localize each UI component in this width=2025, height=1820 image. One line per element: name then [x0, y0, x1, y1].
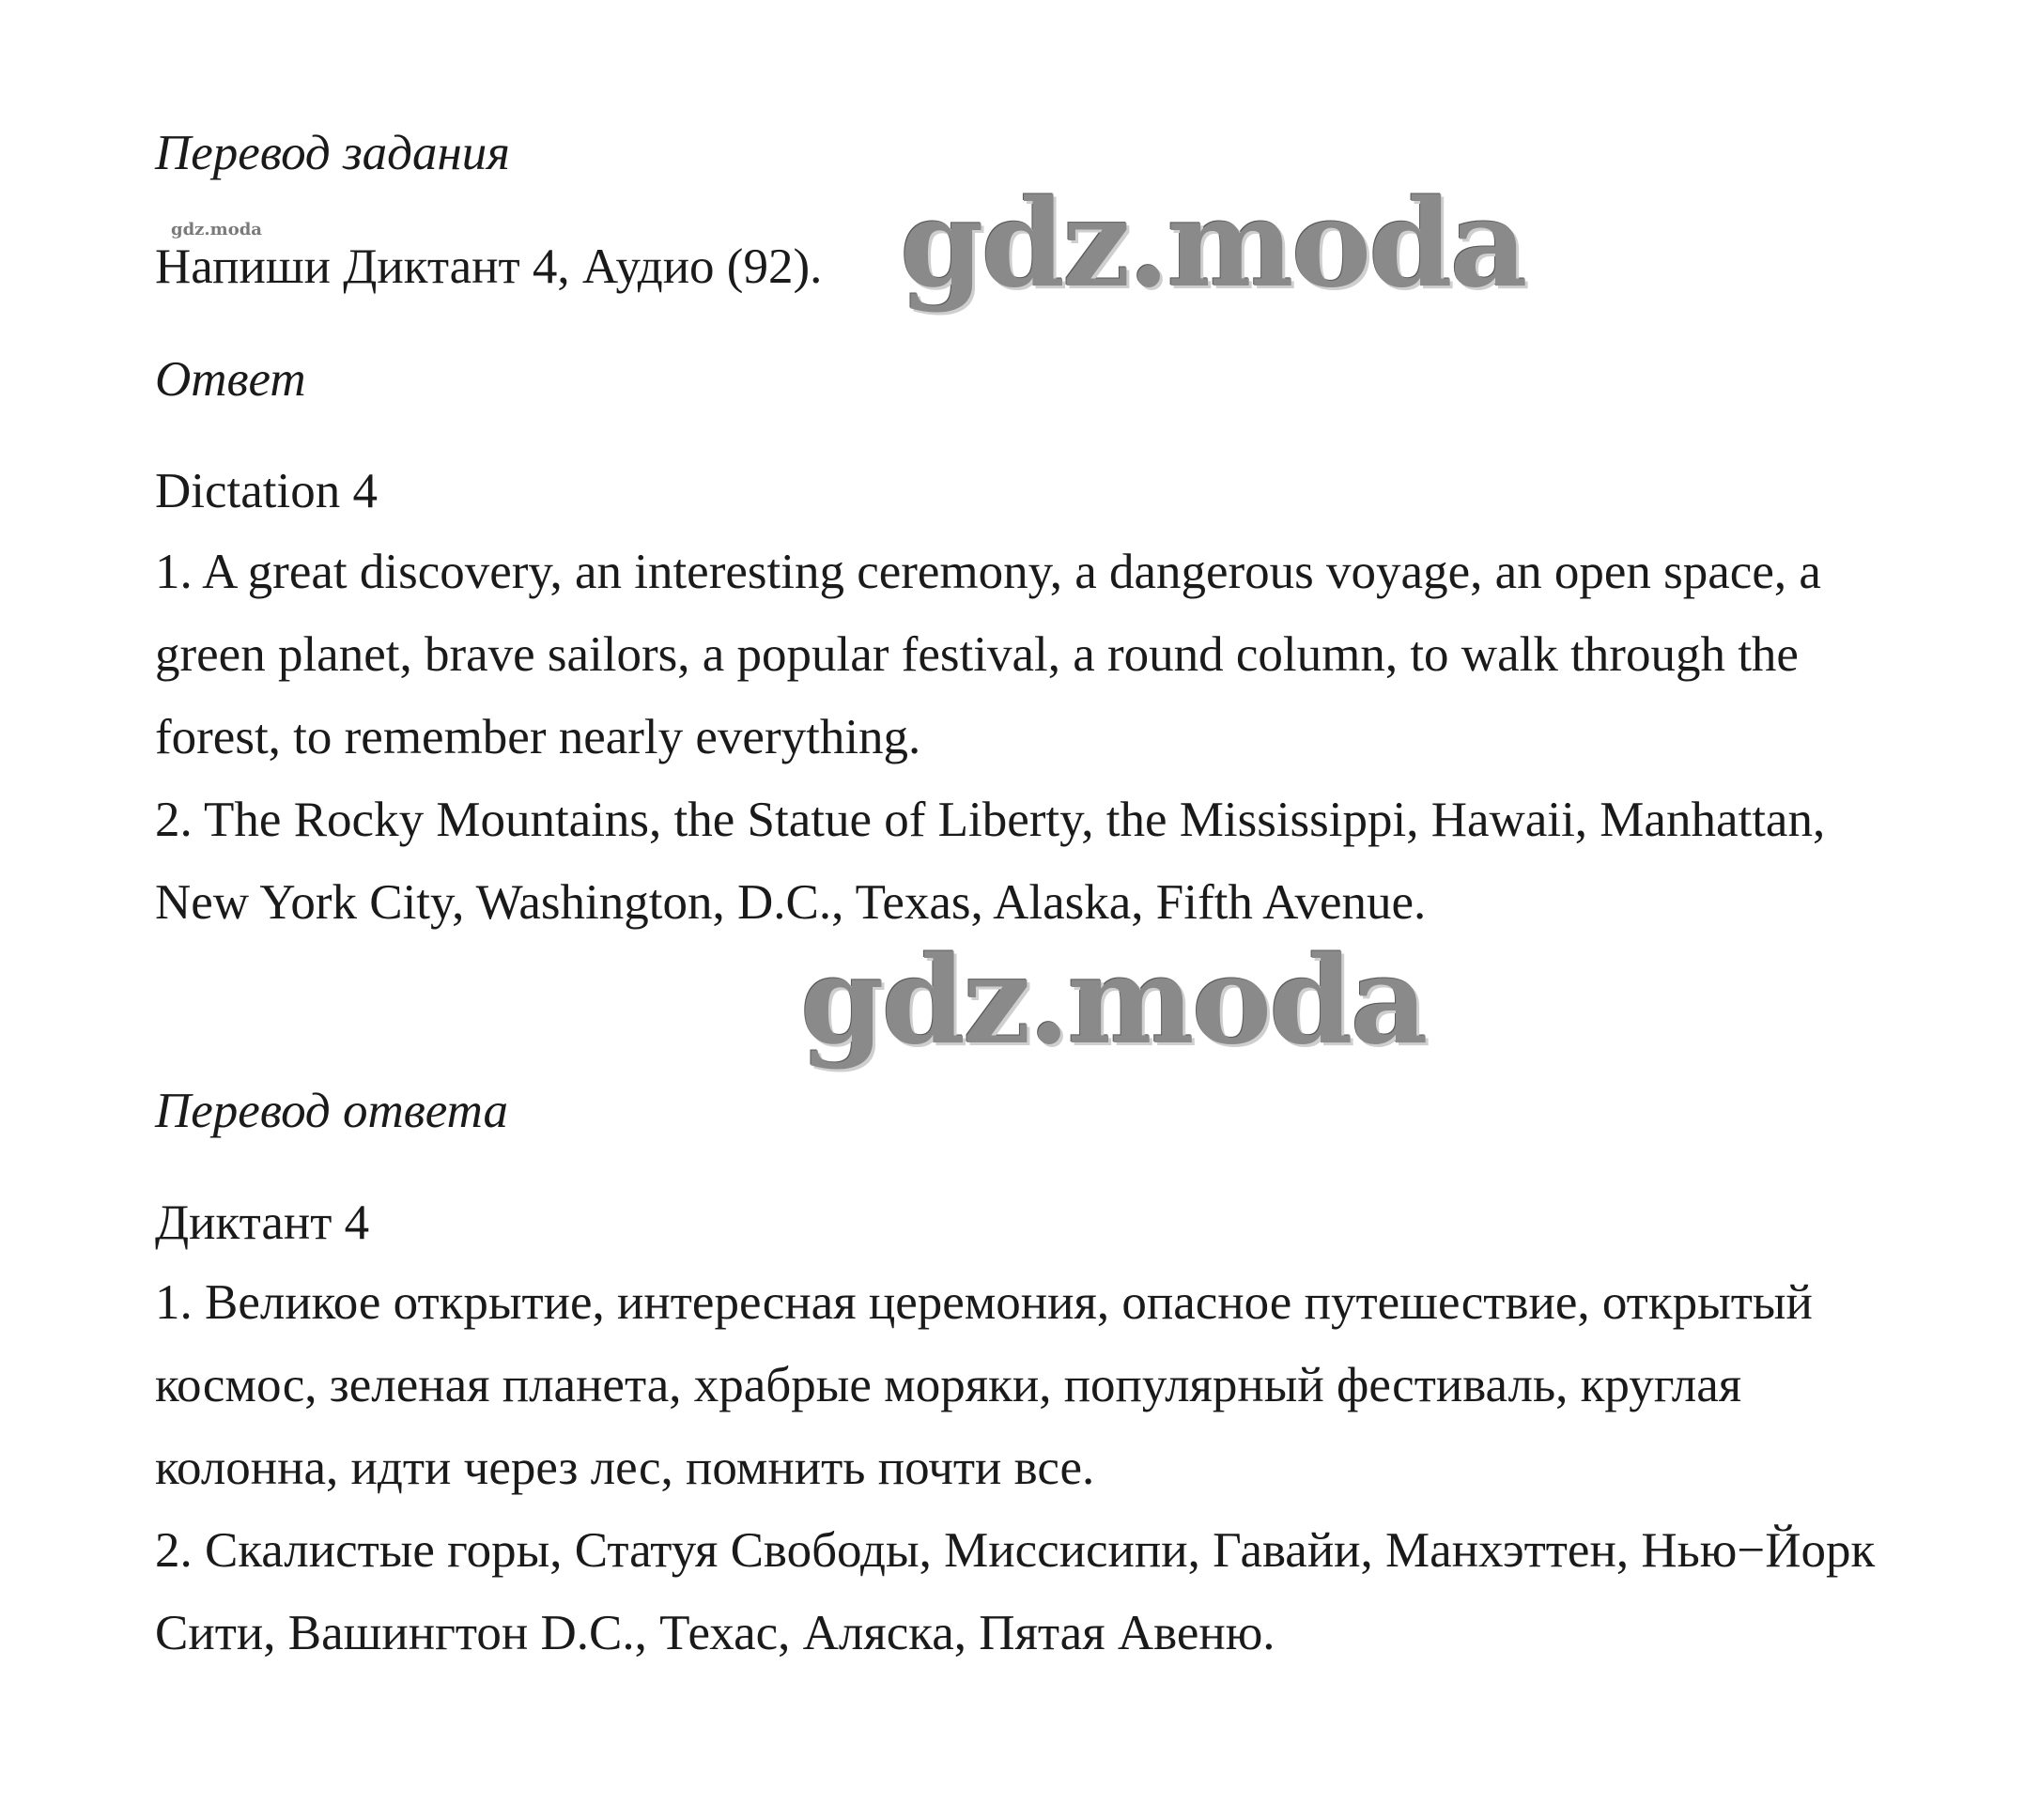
- task-text: Напиши Диктант 4, Аудио (92).: [155, 239, 823, 294]
- answer-translation-heading: Перевод ответа: [155, 1084, 509, 1138]
- watermark-top: gdz.moda: [900, 174, 1525, 315]
- translation-item-2: 2. Скалистые горы, Статуя Свободы, Миссисипи, Гавайи, Манхэттен, Нью−Йорк Сити, Вашингтон D.C., Техас, Аляска, Пятая Авеню.: [155, 1523, 1876, 1660]
- translation-item-1: 1. Великое открытие, интересная церемония, опасное путешествие, открытый космос, зеленая планета, храбрые моряки, популярный фестиваль, круглая колонна, идти через лес, помнить почти все.: [155, 1275, 1813, 1495]
- translation-list: [155, 1261, 1883, 1674]
- dictation-item-1: 1. A great discovery, an interesting ceremony, a dangerous voyage, an open space, a green planet, brave sailors, a popular festival, a round column, to walk through the forest, to remember nearly everything.: [155, 545, 1821, 764]
- answer-heading: Ответ: [155, 352, 306, 407]
- watermark-middle: gdz.moda: [800, 931, 1426, 1072]
- translation-title: Диктант 4: [155, 1195, 370, 1250]
- watermark-small: gdz.moda: [171, 220, 262, 239]
- dictation-item-2: 2. The Rocky Mountains, the Statue of Liberty, the Mississippi, Hawaii, Manhattan, New York City, Washington, D.C., Texas, Alaska, Fifth Avenue.: [155, 793, 1826, 930]
- task-translation-heading: Перевод задания: [155, 126, 510, 180]
- dictation-title: Dictation 4: [155, 464, 378, 518]
- dictation-list: [155, 531, 1883, 944]
